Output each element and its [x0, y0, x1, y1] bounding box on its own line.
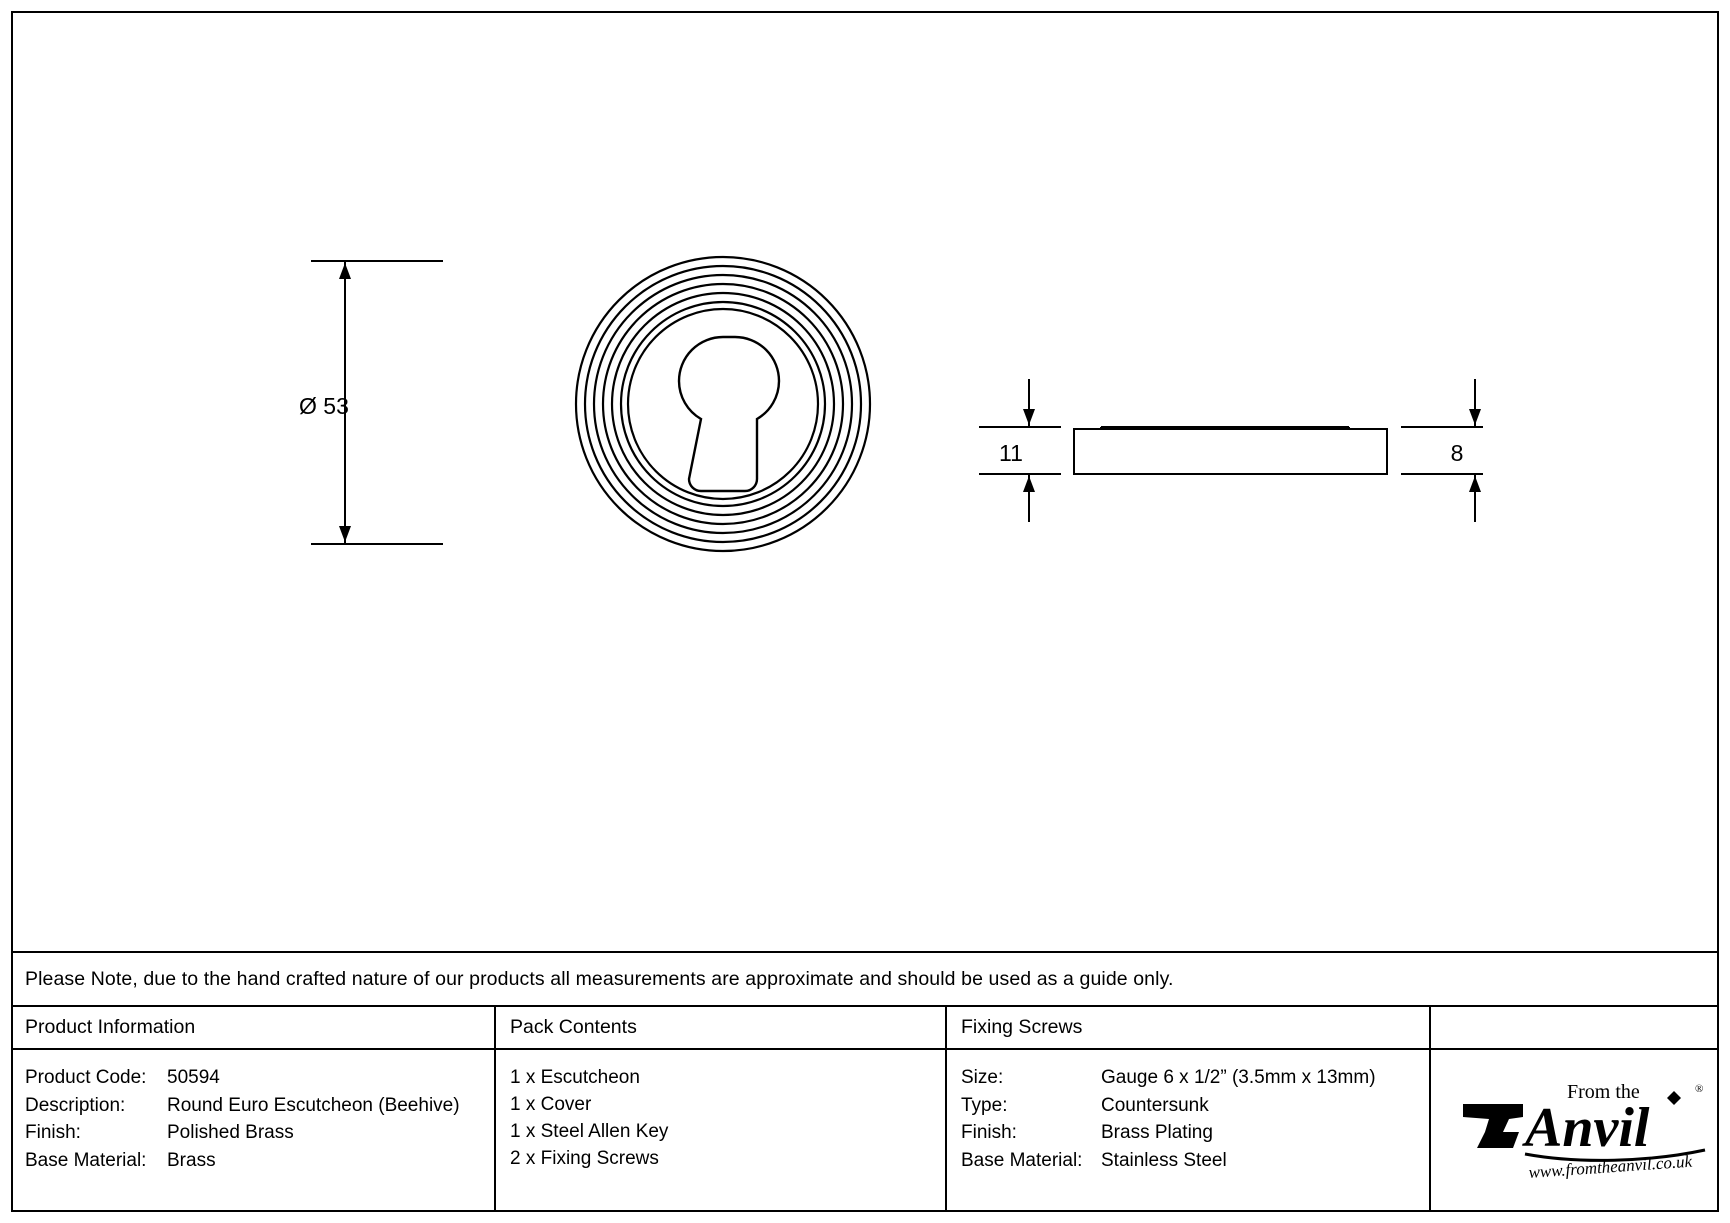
cell-product-information [11, 1050, 494, 1212]
header-product-information-label: Product Information [25, 1016, 196, 1038]
product-code-key: Product Code: [25, 1067, 147, 1088]
list-item: 1 x Escutcheon [510, 1067, 640, 1088]
base-material-row [25, 1147, 494, 1175]
header-product-information [11, 1007, 494, 1048]
approximate-measurements-note [11, 951, 1719, 1005]
screw-base-material-key: Base Material: [961, 1149, 1083, 1171]
screw-base-material-value: Stainless Steel [1101, 1149, 1227, 1171]
logo-anvil-text: Anvil [1525, 1097, 1650, 1159]
cell-brand-logo [1429, 1050, 1719, 1212]
screw-type-value: Countersunk [1101, 1094, 1209, 1116]
header-fixing-screws-label: Fixing Screws [961, 1016, 1083, 1038]
logo-website-text: www.fromtheanvil.co.uk [1527, 1151, 1693, 1182]
finish-row [25, 1119, 494, 1147]
description-key: Description: [25, 1094, 126, 1116]
header-pack-contents [494, 1007, 945, 1048]
screw-size-key: Size: [961, 1067, 1004, 1088]
euro-keyhole-profile [679, 337, 779, 491]
finish-value: Polished Brass [167, 1122, 294, 1143]
cell-fixing-screws [945, 1050, 1429, 1212]
screw-base-material-row [961, 1147, 1429, 1175]
table-header-row [11, 1005, 1719, 1048]
diameter-dimension-label: Ø 53 [299, 393, 349, 419]
diamond-icon [1667, 1091, 1681, 1105]
list-item: 2 x Fixing Screws [510, 1148, 659, 1169]
logo-from-the-text: From the [1567, 1081, 1640, 1103]
logo-registered-mark: ® [1695, 1083, 1704, 1095]
base-material-value: Brass [167, 1149, 216, 1171]
depth-dimension-label: 8 [1450, 440, 1464, 466]
screw-type-row [961, 1092, 1429, 1120]
thickness-dimension-label: 11 [999, 440, 1023, 466]
product-code-row [25, 1064, 494, 1092]
screw-finish-value: Brass Plating [1101, 1122, 1213, 1143]
screw-type-key: Type: [961, 1094, 1008, 1116]
product-code-value: 50594 [167, 1067, 220, 1088]
screw-size-value: Gauge 6 x 1/2” (3.5mm x 13mm) [1101, 1067, 1376, 1088]
header-logo-spacer [1429, 1007, 1719, 1048]
screw-finish-key: Finish: [961, 1122, 1017, 1143]
header-pack-contents-label: Pack Contents [510, 1016, 637, 1038]
list-item: 1 x Cover [510, 1094, 592, 1115]
note-text: Please Note, due to the hand crafted nature of our products all measurements are approximate and should be used as a guide only. [25, 967, 1174, 990]
screw-size-row [961, 1064, 1429, 1092]
description-row [25, 1092, 494, 1120]
list-item: 1 x Steel Allen Key [510, 1121, 669, 1142]
base-material-key: Base Material: [25, 1149, 147, 1171]
technical-drawing [11, 11, 1719, 951]
anvil-icon [1463, 1104, 1523, 1148]
finish-key: Finish: [25, 1122, 81, 1143]
header-fixing-screws [945, 1007, 1429, 1048]
from-the-anvil-logo [1459, 1070, 1711, 1188]
description-value: Round Euro Escutcheon (Beehive) [167, 1094, 460, 1116]
cell-pack-contents [494, 1050, 945, 1212]
table-body-row [11, 1048, 1719, 1212]
screw-finish-row [961, 1119, 1429, 1147]
